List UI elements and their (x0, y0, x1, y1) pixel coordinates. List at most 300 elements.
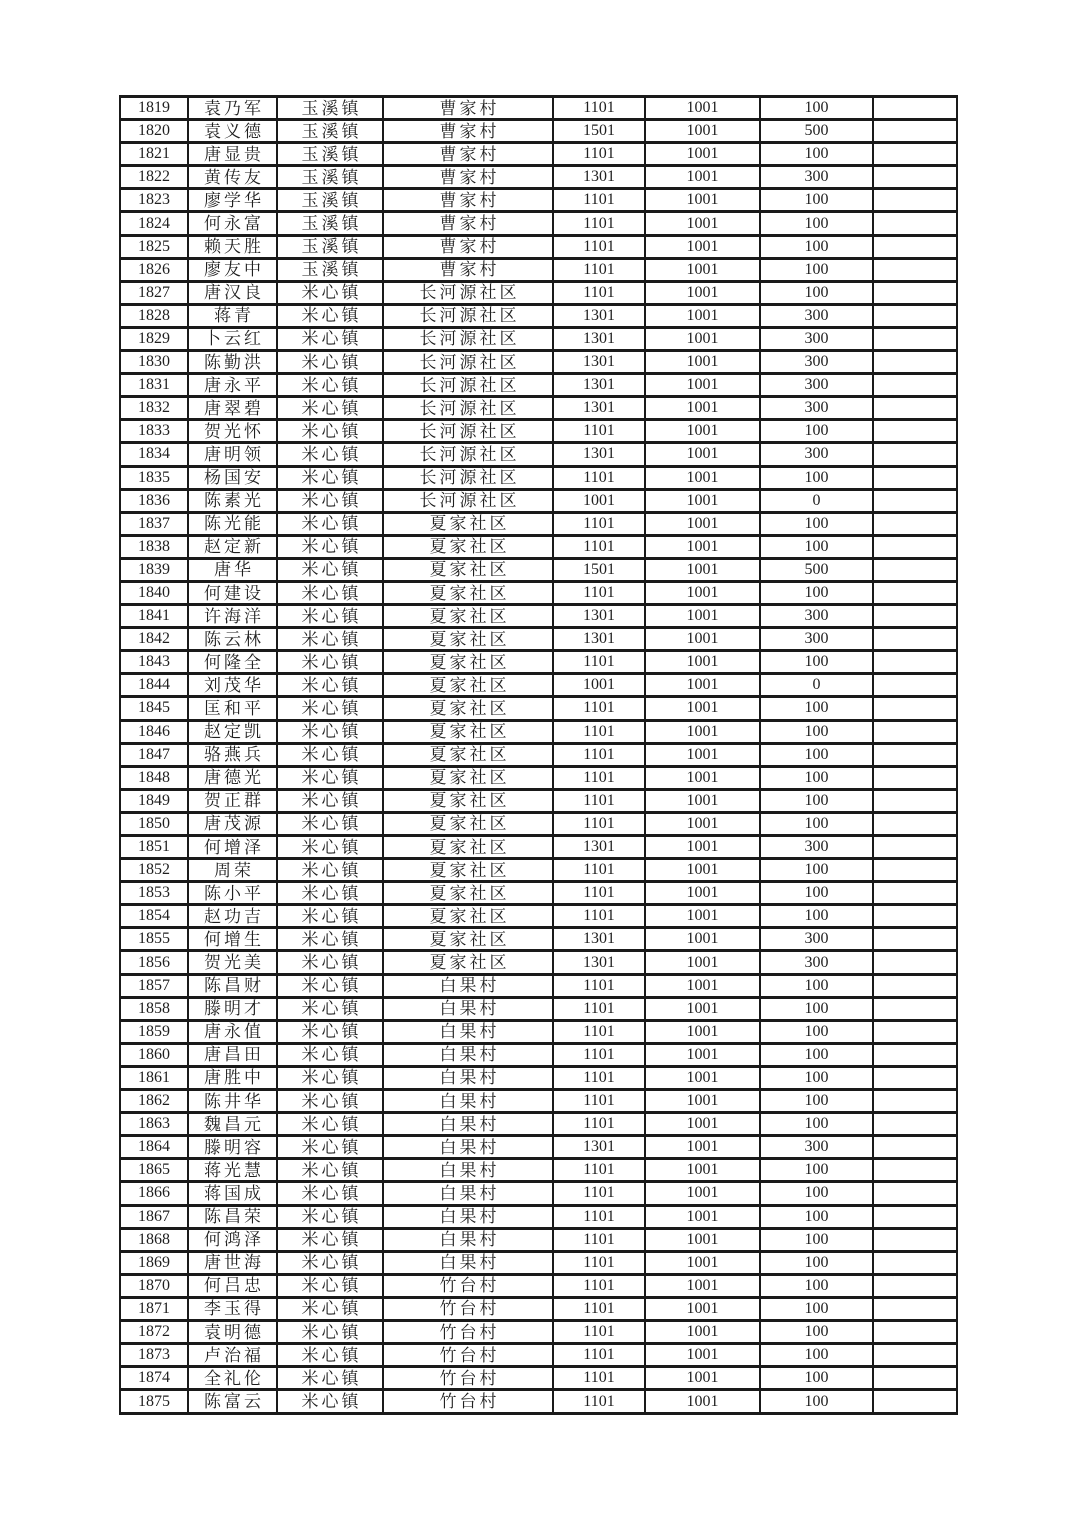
table-cell: 300 (760, 166, 873, 189)
table-cell: 1301 (553, 374, 645, 397)
table-cell: 长河源社区 (383, 397, 553, 420)
table-cell: 1834 (120, 443, 188, 466)
table-cell: 陈小平 (188, 882, 277, 905)
table-cell: 1101 (553, 1367, 645, 1390)
table-cell: 陈勤洪 (188, 351, 277, 374)
table-cell: 100 (760, 905, 873, 928)
table-cell: 1001 (645, 327, 760, 350)
table-cell: 1844 (120, 674, 188, 697)
table-cell: 1001 (645, 1113, 760, 1136)
table-cell: 1101 (553, 697, 645, 720)
table-cell: 米心镇 (277, 836, 383, 859)
table-cell: 1001 (645, 1136, 760, 1159)
table-cell: 1833 (120, 420, 188, 443)
table-row (120, 1020, 957, 1043)
table-cell: 1101 (553, 1320, 645, 1343)
table-cell: 白果村 (383, 1159, 553, 1182)
table-cell (873, 951, 957, 974)
table-row (120, 558, 957, 581)
table-cell: 1001 (645, 535, 760, 558)
table-cell: 1828 (120, 304, 188, 327)
table-cell: 米心镇 (277, 466, 383, 489)
table-cell: 何鸿泽 (188, 1228, 277, 1251)
table-cell: 1001 (645, 258, 760, 281)
table-row (120, 420, 957, 443)
table-cell: 贺光美 (188, 951, 277, 974)
table-cell: 夏家社区 (383, 859, 553, 882)
table-cell: 100 (760, 697, 873, 720)
table-cell (873, 258, 957, 281)
table-cell: 1501 (553, 120, 645, 143)
table-row (120, 1228, 957, 1251)
table-cell: 100 (760, 812, 873, 835)
table-cell: 1863 (120, 1113, 188, 1136)
table-cell: 长河源社区 (383, 351, 553, 374)
table-cell: 米心镇 (277, 1390, 383, 1414)
table-cell (873, 189, 957, 212)
table-cell (873, 1043, 957, 1066)
table-cell (873, 443, 957, 466)
table-cell: 1101 (553, 189, 645, 212)
table-cell: 1301 (553, 351, 645, 374)
table-cell: 唐汉良 (188, 281, 277, 304)
table-row (120, 143, 957, 166)
table-cell: 1001 (645, 997, 760, 1020)
table-row (120, 1182, 957, 1205)
table-cell: 1841 (120, 605, 188, 628)
table-cell: 许海洋 (188, 605, 277, 628)
table-cell: 0 (760, 489, 873, 512)
table-cell: 竹台村 (383, 1390, 553, 1414)
table-cell: 1101 (553, 1066, 645, 1089)
table-cell: 袁乃军 (188, 97, 277, 120)
table-cell (873, 720, 957, 743)
table-cell: 1867 (120, 1205, 188, 1228)
table-cell: 夏家社区 (383, 836, 553, 859)
table-cell: 1826 (120, 258, 188, 281)
table-cell (873, 535, 957, 558)
table-cell: 1855 (120, 928, 188, 951)
table-cell: 100 (760, 512, 873, 535)
table-cell: 曹家村 (383, 97, 553, 120)
table-cell (873, 374, 957, 397)
table-row (120, 1043, 957, 1066)
table-cell: 黄传友 (188, 166, 277, 189)
table-cell: 1001 (645, 166, 760, 189)
table-cell: 100 (760, 212, 873, 235)
table-cell: 0 (760, 674, 873, 697)
table-cell: 白果村 (383, 1043, 553, 1066)
table-cell: 1862 (120, 1090, 188, 1113)
table-cell: 卢治福 (188, 1344, 277, 1367)
table-row (120, 1297, 957, 1320)
table-cell (873, 466, 957, 489)
table-cell: 100 (760, 882, 873, 905)
table-cell: 1851 (120, 836, 188, 859)
table-row (120, 1090, 957, 1113)
table-cell: 米心镇 (277, 882, 383, 905)
table-cell: 1820 (120, 120, 188, 143)
table-cell (873, 1344, 957, 1367)
table-cell (873, 304, 957, 327)
table-cell: 1001 (645, 1090, 760, 1113)
table-row (120, 1344, 957, 1367)
table-row (120, 1136, 957, 1159)
table-cell: 1001 (553, 489, 645, 512)
table-cell: 1001 (645, 651, 760, 674)
table-cell: 100 (760, 743, 873, 766)
table-cell: 玉溪镇 (277, 166, 383, 189)
table-cell: 1101 (553, 812, 645, 835)
table-cell: 玉溪镇 (277, 143, 383, 166)
table-cell: 1859 (120, 1020, 188, 1043)
table-cell (873, 235, 957, 258)
table-cell: 唐明领 (188, 443, 277, 466)
table-cell: 唐永值 (188, 1020, 277, 1043)
table-cell (873, 420, 957, 443)
table-cell (873, 558, 957, 581)
table-cell: 1001 (645, 304, 760, 327)
table-cell: 100 (760, 1020, 873, 1043)
table-cell: 刘茂华 (188, 674, 277, 697)
table-cell: 100 (760, 974, 873, 997)
table-cell: 米心镇 (277, 1136, 383, 1159)
table-cell: 1875 (120, 1390, 188, 1414)
table-cell: 曹家村 (383, 258, 553, 281)
table-cell: 米心镇 (277, 651, 383, 674)
table-cell: 米心镇 (277, 1043, 383, 1066)
table-cell: 陈光能 (188, 512, 277, 535)
table-cell: 贺正群 (188, 789, 277, 812)
table-cell: 陈云林 (188, 628, 277, 651)
table-cell: 1836 (120, 489, 188, 512)
table-cell: 曹家村 (383, 212, 553, 235)
table-cell: 1001 (645, 1274, 760, 1297)
table-cell: 1001 (645, 974, 760, 997)
table-cell: 玉溪镇 (277, 120, 383, 143)
table-cell (873, 605, 957, 628)
table-cell: 1001 (645, 766, 760, 789)
table-cell (873, 1136, 957, 1159)
table-cell: 1842 (120, 628, 188, 651)
table-cell: 唐世海 (188, 1251, 277, 1274)
table-cell: 1837 (120, 512, 188, 535)
table-cell: 1866 (120, 1182, 188, 1205)
table-cell: 1001 (645, 1159, 760, 1182)
table-cell: 1868 (120, 1228, 188, 1251)
table-cell: 李玉得 (188, 1297, 277, 1320)
table-cell: 1301 (553, 443, 645, 466)
table-cell: 米心镇 (277, 1090, 383, 1113)
table-cell: 曹家村 (383, 166, 553, 189)
table-cell (873, 512, 957, 535)
table-cell: 1845 (120, 697, 188, 720)
table-cell: 1101 (553, 258, 645, 281)
table-cell: 1821 (120, 143, 188, 166)
table-cell: 1101 (553, 905, 645, 928)
table-cell: 米心镇 (277, 674, 383, 697)
table-cell: 1101 (553, 1344, 645, 1367)
table-cell: 1001 (645, 420, 760, 443)
table-cell: 玉溪镇 (277, 212, 383, 235)
table-cell (873, 928, 957, 951)
table-cell (873, 327, 957, 350)
table-cell: 1864 (120, 1136, 188, 1159)
table-cell: 魏昌元 (188, 1113, 277, 1136)
table-cell (873, 997, 957, 1020)
table-cell: 100 (760, 1043, 873, 1066)
table-cell: 白果村 (383, 1113, 553, 1136)
table-cell: 米心镇 (277, 1182, 383, 1205)
table-cell: 米心镇 (277, 951, 383, 974)
table-cell: 米心镇 (277, 859, 383, 882)
table-cell: 1101 (553, 97, 645, 120)
table-cell: 白果村 (383, 1090, 553, 1113)
table-cell: 米心镇 (277, 997, 383, 1020)
table-cell: 曹家村 (383, 189, 553, 212)
table-cell: 白果村 (383, 1228, 553, 1251)
table-cell: 米心镇 (277, 304, 383, 327)
table-cell: 300 (760, 1136, 873, 1159)
table-cell: 1001 (645, 97, 760, 120)
table-cell: 1101 (553, 235, 645, 258)
table-cell: 100 (760, 766, 873, 789)
table-cell: 玉溪镇 (277, 189, 383, 212)
table-row (120, 974, 957, 997)
table-cell: 1001 (645, 120, 760, 143)
table-cell: 1301 (553, 836, 645, 859)
table-cell (873, 882, 957, 905)
table-cell: 1001 (645, 235, 760, 258)
table-cell: 何增生 (188, 928, 277, 951)
table-cell: 赵定凯 (188, 720, 277, 743)
table-row (120, 97, 957, 120)
table-cell: 米心镇 (277, 928, 383, 951)
table-cell: 1101 (553, 1159, 645, 1182)
table-cell: 白果村 (383, 1205, 553, 1228)
table-cell: 白果村 (383, 1020, 553, 1043)
table-cell: 米心镇 (277, 1274, 383, 1297)
table-cell: 100 (760, 1251, 873, 1274)
table-row (120, 1205, 957, 1228)
table-cell: 1860 (120, 1043, 188, 1066)
table-cell: 米心镇 (277, 697, 383, 720)
table-cell: 300 (760, 628, 873, 651)
table-cell: 1101 (553, 466, 645, 489)
table-cell: 100 (760, 789, 873, 812)
table-cell: 米心镇 (277, 974, 383, 997)
table-row (120, 351, 957, 374)
data-table (119, 95, 958, 1415)
table-cell: 1001 (645, 789, 760, 812)
table-cell: 100 (760, 1320, 873, 1343)
table-cell: 米心镇 (277, 512, 383, 535)
table-cell: 100 (760, 1066, 873, 1089)
table-row (120, 489, 957, 512)
table-cell: 1301 (553, 304, 645, 327)
table-cell: 何吕忠 (188, 1274, 277, 1297)
table-row (120, 189, 957, 212)
table-cell (873, 743, 957, 766)
table-cell: 1101 (553, 1390, 645, 1414)
table-cell: 长河源社区 (383, 281, 553, 304)
table-cell: 陈昌荣 (188, 1205, 277, 1228)
table-cell: 300 (760, 605, 873, 628)
table-row (120, 928, 957, 951)
table-cell: 陈井华 (188, 1090, 277, 1113)
table-cell: 陈素光 (188, 489, 277, 512)
table-cell: 300 (760, 397, 873, 420)
table-cell: 米心镇 (277, 581, 383, 604)
table-cell: 1840 (120, 581, 188, 604)
table-cell: 蒋青 (188, 304, 277, 327)
table-cell: 1301 (553, 628, 645, 651)
table-cell: 1001 (645, 351, 760, 374)
table-cell: 100 (760, 1390, 873, 1414)
table-cell: 1301 (553, 951, 645, 974)
table-row (120, 720, 957, 743)
table-cell: 唐永平 (188, 374, 277, 397)
table-cell: 米心镇 (277, 628, 383, 651)
table-cell: 1824 (120, 212, 188, 235)
table-cell: 1001 (645, 1251, 760, 1274)
table-cell: 1869 (120, 1251, 188, 1274)
table-cell: 1870 (120, 1274, 188, 1297)
table-cell: 1101 (553, 1274, 645, 1297)
table-cell: 1101 (553, 859, 645, 882)
table-cell: 100 (760, 720, 873, 743)
table-cell: 500 (760, 120, 873, 143)
table-cell: 100 (760, 235, 873, 258)
table-cell (873, 674, 957, 697)
table-cell (873, 581, 957, 604)
table-row (120, 1390, 957, 1414)
table-cell: 100 (760, 1182, 873, 1205)
table-cell: 1001 (645, 558, 760, 581)
table-cell: 米心镇 (277, 812, 383, 835)
table-cell: 长河源社区 (383, 443, 553, 466)
table-cell: 1101 (553, 1113, 645, 1136)
table-cell: 唐华 (188, 558, 277, 581)
table-cell: 1101 (553, 212, 645, 235)
table-cell: 骆燕兵 (188, 743, 277, 766)
table-cell: 100 (760, 143, 873, 166)
table-cell: 1830 (120, 351, 188, 374)
table-row (120, 951, 957, 974)
table-cell (873, 166, 957, 189)
table-cell: 1101 (553, 1090, 645, 1113)
table-cell: 1854 (120, 905, 188, 928)
table-cell (873, 651, 957, 674)
table-cell: 何永富 (188, 212, 277, 235)
table-cell (873, 1159, 957, 1182)
table-cell (873, 1090, 957, 1113)
table-cell: 100 (760, 1159, 873, 1182)
table-cell: 米心镇 (277, 1020, 383, 1043)
table-cell: 长河源社区 (383, 420, 553, 443)
table-cell: 1001 (645, 928, 760, 951)
table-cell: 米心镇 (277, 327, 383, 350)
table-cell: 夏家社区 (383, 674, 553, 697)
table-cell (873, 1390, 957, 1414)
table-cell: 1101 (553, 743, 645, 766)
table-cell: 曹家村 (383, 120, 553, 143)
table-cell: 夏家社区 (383, 697, 553, 720)
table-row (120, 281, 957, 304)
table-cell (873, 1367, 957, 1390)
table-cell: 陈富云 (188, 1390, 277, 1414)
table-cell: 300 (760, 351, 873, 374)
table-cell: 1101 (553, 1043, 645, 1066)
table-row (120, 628, 957, 651)
table-cell: 100 (760, 1113, 873, 1136)
table-cell: 赵定新 (188, 535, 277, 558)
table-cell: 米心镇 (277, 351, 383, 374)
table-cell: 米心镇 (277, 397, 383, 420)
table-cell: 1101 (553, 789, 645, 812)
table-cell: 1001 (645, 466, 760, 489)
table-cell: 1001 (645, 720, 760, 743)
table-cell: 100 (760, 466, 873, 489)
table-cell: 1848 (120, 766, 188, 789)
table-cell (873, 351, 957, 374)
table-cell: 1831 (120, 374, 188, 397)
table-row (120, 743, 957, 766)
table-cell: 1829 (120, 327, 188, 350)
table-cell: 竹台村 (383, 1274, 553, 1297)
table-cell: 1001 (645, 697, 760, 720)
table-cell: 夏家社区 (383, 651, 553, 674)
table-cell: 1001 (645, 1297, 760, 1320)
table-cell: 玉溪镇 (277, 258, 383, 281)
table-cell: 1101 (553, 1251, 645, 1274)
table-cell: 米心镇 (277, 1066, 383, 1089)
table-cell: 1301 (553, 166, 645, 189)
table-cell: 1001 (645, 1205, 760, 1228)
table-row (120, 374, 957, 397)
table-cell (873, 1274, 957, 1297)
table-cell: 滕明才 (188, 997, 277, 1020)
table-cell: 1872 (120, 1320, 188, 1343)
table-cell (873, 628, 957, 651)
table-cell: 100 (760, 1205, 873, 1228)
table-cell: 白果村 (383, 1182, 553, 1205)
table-cell: 蒋国成 (188, 1182, 277, 1205)
table-cell: 1001 (645, 628, 760, 651)
table-cell: 贺光怀 (188, 420, 277, 443)
table-cell (873, 859, 957, 882)
table-cell: 1001 (645, 489, 760, 512)
table-cell: 1819 (120, 97, 188, 120)
table-cell (873, 1066, 957, 1089)
table-row (120, 512, 957, 535)
table-cell: 500 (760, 558, 873, 581)
table-cell (873, 905, 957, 928)
table-cell: 唐胜中 (188, 1066, 277, 1089)
table-cell: 卜云红 (188, 327, 277, 350)
table-cell: 1839 (120, 558, 188, 581)
table-cell: 1001 (645, 189, 760, 212)
table-cell (873, 1020, 957, 1043)
table-cell: 1001 (645, 212, 760, 235)
table-cell: 米心镇 (277, 720, 383, 743)
table-cell: 300 (760, 928, 873, 951)
table-cell (873, 1205, 957, 1228)
table-cell: 1849 (120, 789, 188, 812)
table-cell: 1001 (645, 743, 760, 766)
table-cell: 赵功吉 (188, 905, 277, 928)
table-cell: 米心镇 (277, 1251, 383, 1274)
